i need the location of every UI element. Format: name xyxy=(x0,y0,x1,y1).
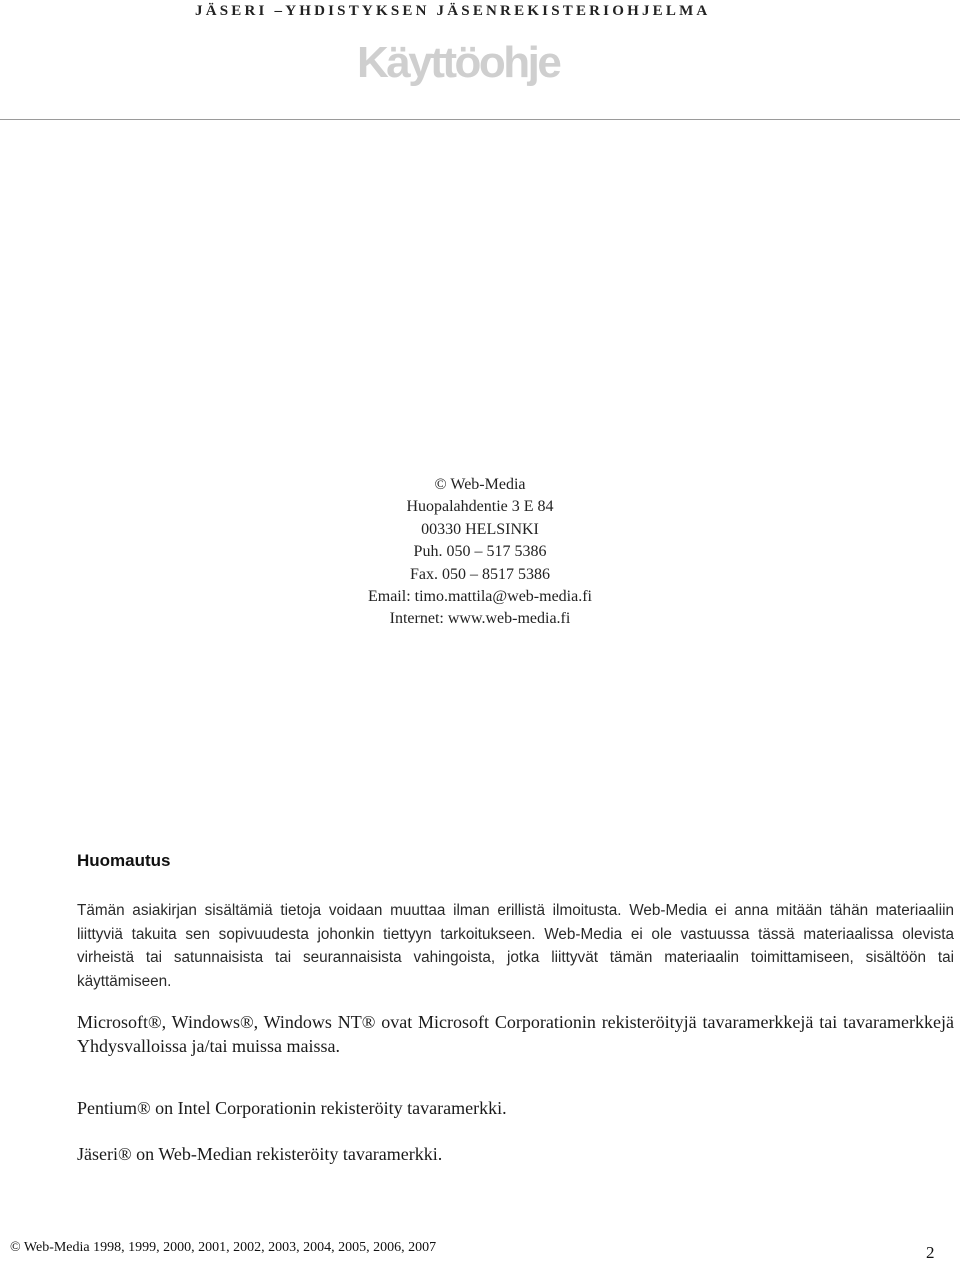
notice-paragraph-disclaimer: Tämän asiakirjan sisältämiä tietoja voidaan muuttaa ilman erillistä ilmoitusta. Web-Media ei anna mitään tähän materiaaliin liittyviä takuita sen sopivuudesta johonkin tiettyyn tarkoitukseen. Web-Media ei ole vastuussa tässä materiaalissa olevista virheistä tai satunnaisista tai seurannaisista vahingoista, jotka liittyvät tämän materiaalin toimittamiseen, sisältöön tai käyttämiseen. xyxy=(77,902,954,990)
contact-street: Huopalahdentie 3 E 84 xyxy=(406,498,554,516)
notice-heading: Huomautus xyxy=(77,851,171,870)
contact-fax: Fax. 050 – 8517 5386 xyxy=(410,565,550,583)
page-number: 2 xyxy=(926,1243,935,1262)
contact-phone: Puh. 050 – 517 5386 xyxy=(413,543,547,561)
notice-paragraph-microsoft: Microsoft®, Windows®, Windows NT® ovat Microsoft Corporationin rekisteröityjä tavaramerkkejä tai tavaramerkkejä Yhdysvalloissa ja/tai muissa maissa. xyxy=(77,1012,954,1056)
contact-email: Email: timo.mattila@web-media.fi xyxy=(367,588,592,606)
notice-paragraph-pentium: Pentium® on Intel Corporationin rekisteröity tavaramerkki. xyxy=(77,1098,507,1118)
contact-internet: Internet: www.web-media.fi xyxy=(389,610,571,628)
footer-copyright: © Web-Media 1998, 1999, 2000, 2001, 2002, 2003, 2004, 2005, 2006, 2007 xyxy=(10,1240,437,1255)
running-header: JÄSERI –YHDISTYKSEN JÄSENREKISTERIOHJELMA xyxy=(195,3,711,19)
document-title: Käyttöohje xyxy=(357,38,560,87)
contact-block xyxy=(280,474,680,631)
contact-copyright: © Web-Media xyxy=(434,476,526,493)
notice-paragraph-jaseri: Jäseri® on Web-Median rekisteröity tavaramerkki. xyxy=(77,1144,443,1164)
header-divider xyxy=(0,119,960,120)
contact-postal: 00330 HELSINKI xyxy=(421,520,539,538)
